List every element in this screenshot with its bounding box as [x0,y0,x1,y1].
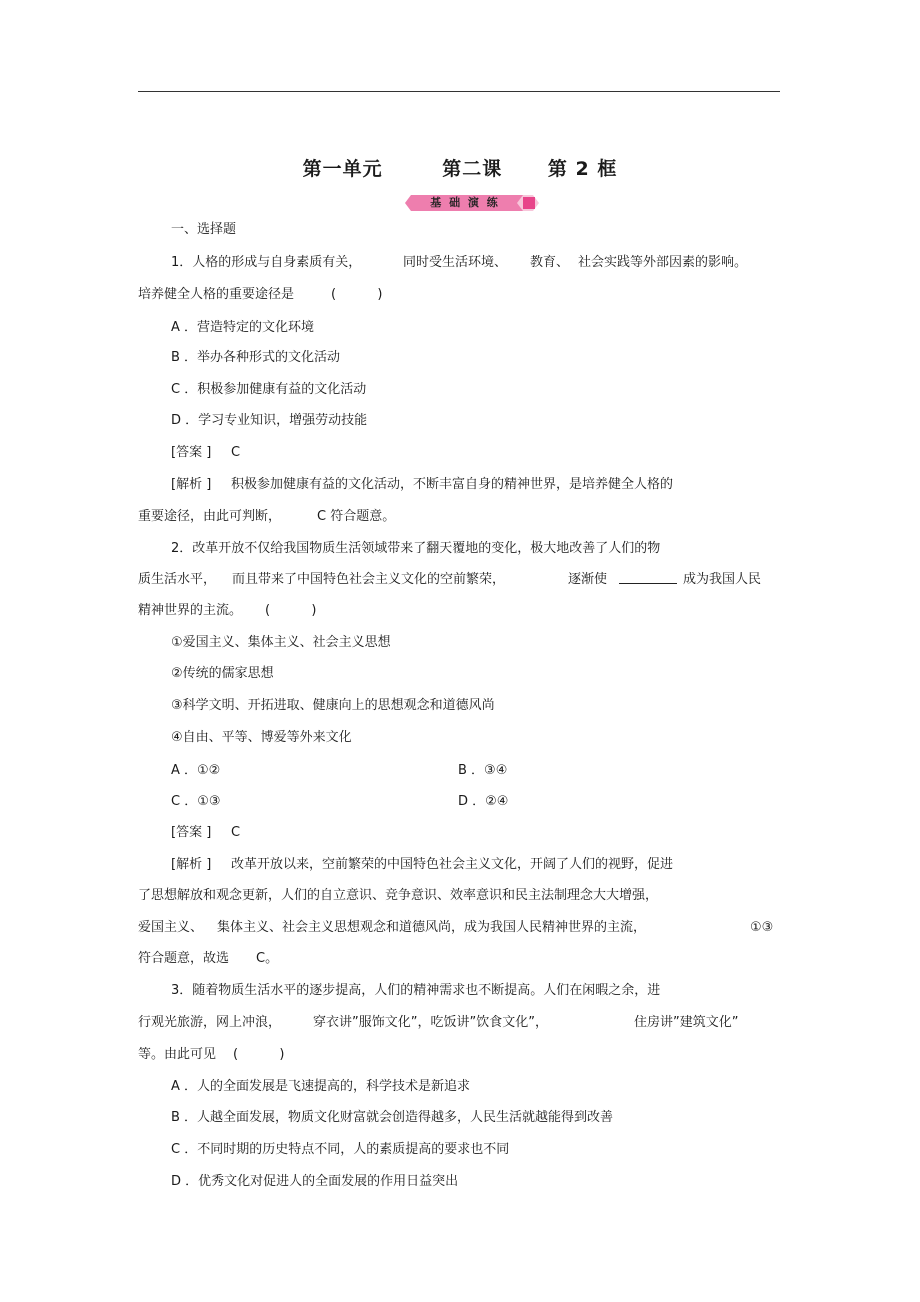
q2-paren: ( ) [265,603,317,618]
q2-analysis-line4b: C。 [256,951,279,966]
q3-option-c: C ．不同时期的历史特点不同，人的素质提高的要求也不同 [171,1142,510,1157]
q1-answer: C [231,445,241,460]
q1-analysis-line2a: 重要途径，由此可判断， [138,509,282,524]
q2-stem-line2b: 而且带来了中国特色社会主义文化的空前繁荣， [232,572,506,587]
q1-paren: ( ) [331,287,383,302]
q2-option-c: C ．①③ [171,794,221,809]
q2-item-2: ②传统的儒家思想 [171,666,274,681]
q3-stem-line2a: 行观光旅游，网上冲浪， [138,1015,282,1030]
q1-stem-part1: 1．人格的形成与自身素质有关， [171,255,362,270]
q2-analysis-line4a: 符合题意，故选 [138,951,230,966]
section-banner [405,193,539,213]
q1-stem-part4: 社会实践等外部因素的影响。 [578,255,748,270]
q2-stem-line2c: 逐渐使 [568,572,608,587]
q1-option-d: D ．学习专业知识，增强劳动技能 [171,413,368,428]
q2-stem-line3: 精神世界的主流。 [138,603,243,618]
lesson-title: 第二课 [442,158,503,180]
q2-analysis-line3b: 集体主义、社会主义思想观念和道德风尚，成为我国人民精神世界的主流， [217,920,647,935]
q2-answer: C [231,825,241,840]
q1-option-c: C ．积极参加健康有益的文化活动 [171,382,367,397]
q3-option-a: A ．人的全面发展是飞速提高的，科学技术是新追求 [171,1079,471,1094]
q2-analysis-line3a: 爱国主义、 [138,920,204,935]
q3-option-d: D ．优秀文化对促进人的全面发展的作用日益突出 [171,1174,459,1189]
q2-analysis-label: [解析 ] [171,857,212,872]
q2-analysis-line3c: ①③ [750,920,774,935]
q3-stem-line1: 3．随着物质生活水平的逐步提高，人们的精神需求也不断提高。人们在闲暇之余，进 [171,983,661,998]
q2-item-1: ①爱国主义、集体主义、社会主义思想 [171,635,391,650]
q2-option-d: D ．②④ [458,794,509,809]
q3-stem-line2c: 住房讲”建筑文化” [634,1015,739,1030]
section-heading: 一、选择题 [171,222,237,237]
q3-stem-line2b: 穿衣讲”服饰文化”，吃饭讲”饮食文化”， [313,1015,548,1030]
q1-stem-part2: 同时受生活环境、 [403,255,508,270]
page-title [0,154,920,181]
q1-option-b: B ．举办各种形式的文化活动 [171,350,341,365]
q2-item-4: ④自由、平等、博爱等外来文化 [171,730,352,745]
q2-stem-line1: 2．改革开放不仅给我国物质生活领域带来了翻天覆地的变化，极大地改善了人们的物 [171,541,661,556]
q2-item-3: ③科学文明、开拓进取、健康向上的思想观念和道德风尚 [171,698,495,713]
q2-stem-line2a: 质生活水平， [138,572,217,587]
q2-option-b: B ．③④ [458,763,508,778]
q2-answer-label: [答案 ] [171,825,212,840]
q1-stem-line2: 培养健全人格的重要途径是 [138,287,295,302]
q1-answer-label: [答案 ] [171,445,212,460]
q1-stem-part3: 教育、 [530,255,570,270]
q2-analysis-line1: 改革开放以来，空前繁荣的中国特色社会主义文化，开阔了人们的视野，促进 [231,857,674,872]
q3-paren: ( ) [233,1047,285,1062]
q1-analysis-line1: 积极参加健康有益的文化活动，不断丰富自身的精神世界，是培养健全人格的 [231,477,674,492]
header-rule [138,91,780,92]
unit-title: 第一单元 [302,158,383,180]
q2-fill-blank [619,572,677,589]
q1-option-a: A ．营造特定的文化环境 [171,320,315,335]
frame-title: 第 2 框 [547,158,618,180]
q3-option-b: B ．人越全面发展，物质文化财富就会创造得越多，人民生活就越能得到改善 [171,1110,614,1125]
banner-label: 基 础 演 练 [430,196,500,209]
q2-option-a: A ．①② [171,763,221,778]
q2-stem-line2d: 成为我国人民 [683,572,762,587]
q1-analysis-line2b: C 符合题意。 [317,509,396,524]
q3-stem-line3: 等。由此可见 [138,1047,217,1062]
q2-analysis-line2: 了思想解放和观念更新，人们的自立意识、竞争意识、效率意识和民主法制理念大大增强， [138,888,659,903]
q1-analysis-label: [解析 ] [171,477,212,492]
